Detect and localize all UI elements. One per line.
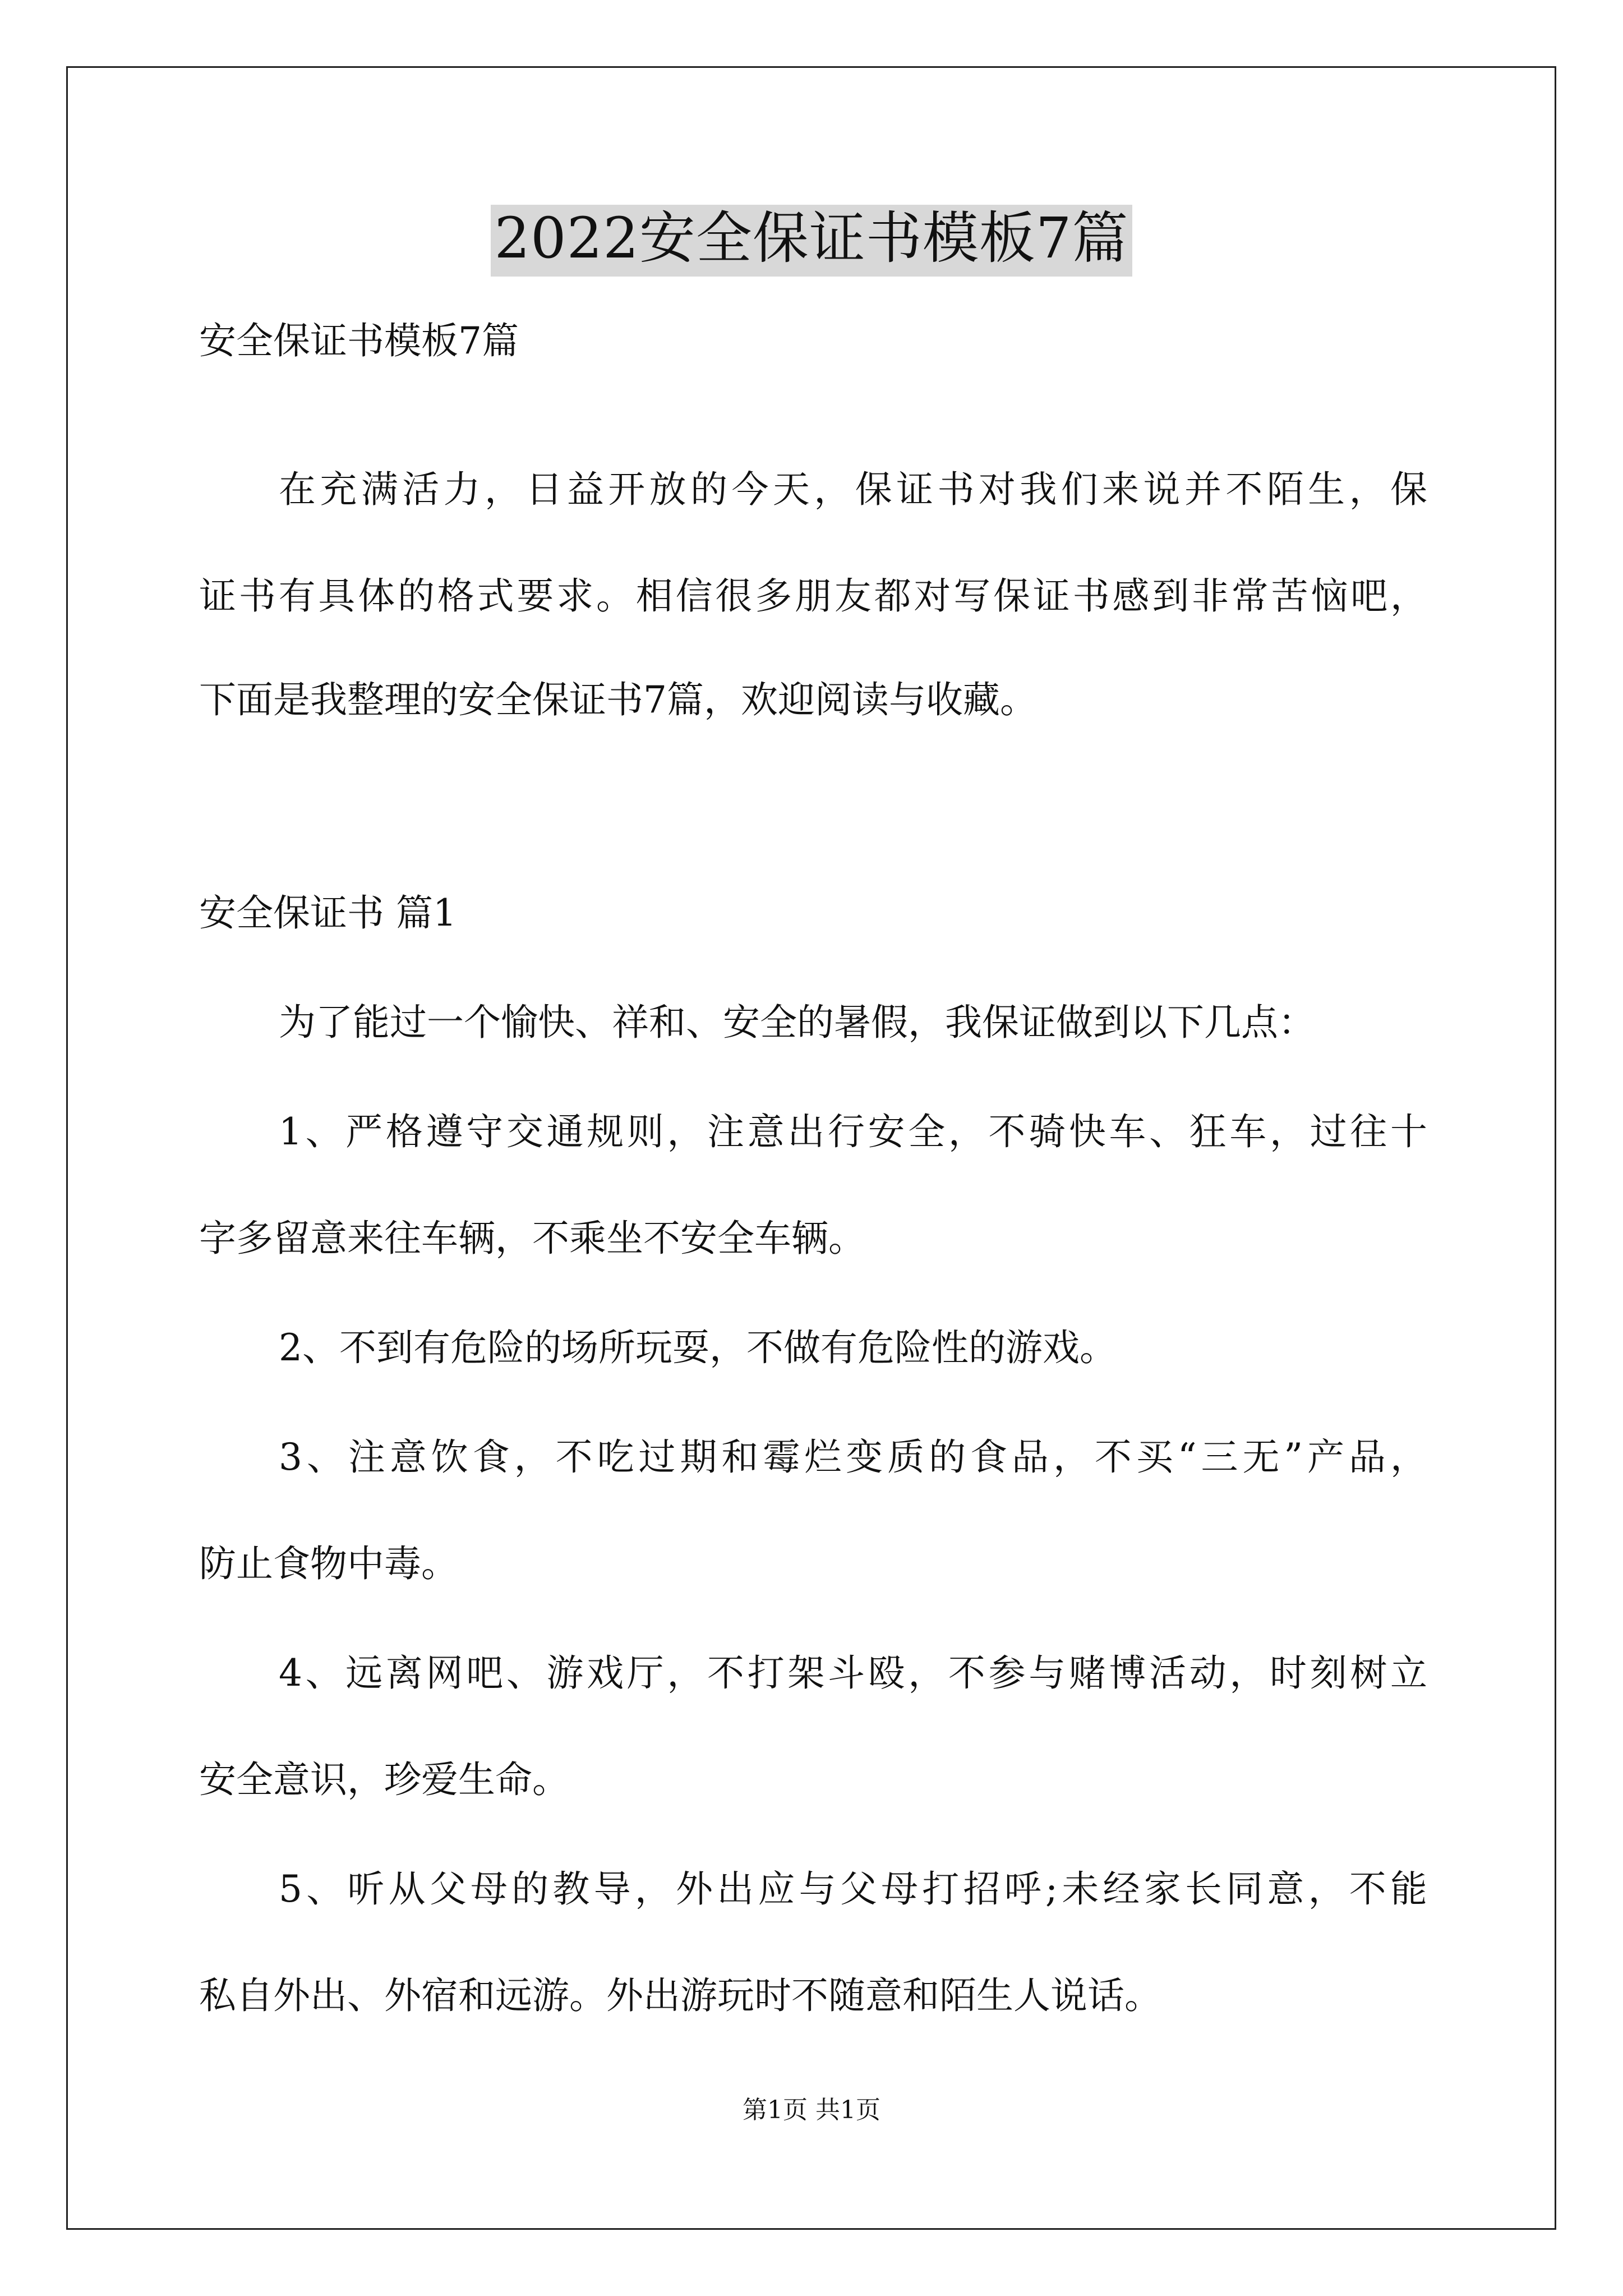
- page-footer: 第1页 共1页: [743, 2096, 880, 2124]
- paragraph-line: 5、听从父母的教导，外出应与父母打招呼;未经家长同意，不能: [279, 1867, 1427, 1911]
- paragraph-line: 3、注意饮食，不吃过期和霉烂变质的食品，不买“三无”产品，: [279, 1435, 1427, 1479]
- paragraph-line: 1、严格遵守交通规则，注意出行安全，不骑快车、狂车，过往十: [279, 1110, 1427, 1153]
- intro-line-1: 在充满活力，日益开放的今天，保证书对我们来说并不陌生，保: [279, 468, 1427, 511]
- document-title-text: 2022安全保证书模板7篇: [491, 205, 1132, 277]
- paragraph-line: 为了能过一个愉快、祥和、安全的暑假，我保证做到以下几点：: [279, 1001, 1315, 1044]
- intro-line-3: 下面是我整理的安全保证书7篇，欢迎阅读与收藏。: [199, 678, 1037, 721]
- paragraph-line: 字多留意来往车辆，不乘坐不安全车辆。: [199, 1217, 865, 1260]
- document-subtitle: 安全保证书模板7篇: [199, 319, 519, 362]
- paragraph-line: 安全意识，珍爱生命。: [199, 1758, 569, 1801]
- document-title: [0, 205, 1623, 277]
- paragraph-line: 2、不到有危险的场所玩耍，不做有危险性的游戏。: [279, 1326, 1117, 1369]
- paragraph-line: 私自外出、外宿和远游。外出游玩时不随意和陌生人说话。: [199, 1974, 1161, 2017]
- section-heading: 安全保证书 篇1: [199, 891, 457, 935]
- paragraph-line: 4、远离网吧、游戏厅，不打架斗殴，不参与赌博活动，时刻树立: [279, 1651, 1427, 1695]
- intro-line-2: 证书有具体的格式要求。相信很多朋友都对写保证书感到非常苦恼吧，: [199, 574, 1427, 618]
- paragraph-line: 防止食物中毒。: [199, 1542, 458, 1585]
